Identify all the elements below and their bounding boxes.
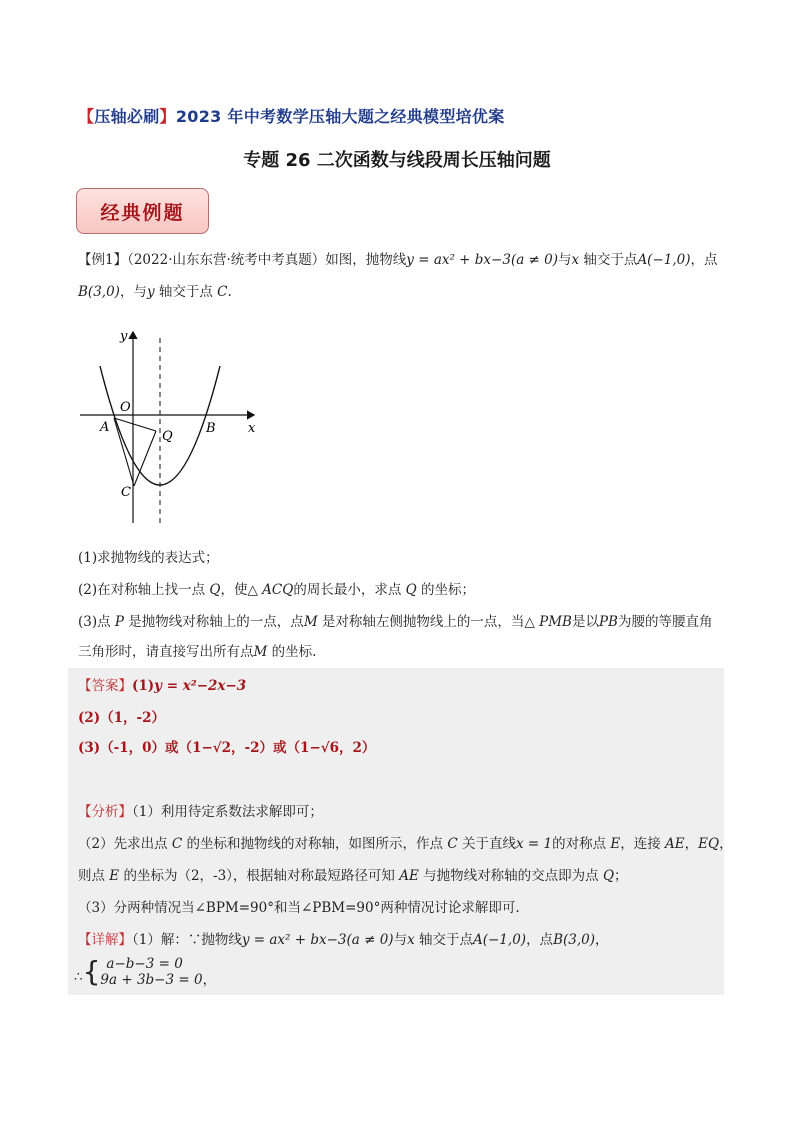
header-bracket-open: 【 <box>78 107 95 126</box>
question-var: Q <box>405 582 417 598</box>
problem-line-2 <box>78 282 232 302</box>
question-text: 是抛物线对称轴上的一点，点 <box>124 614 304 630</box>
section-badge: 经典例题 <box>76 188 209 234</box>
detail-text: ，点 <box>526 932 554 948</box>
question-var: Q <box>209 582 221 598</box>
problem-lead: 【例1】 <box>78 252 128 268</box>
analysis-1 <box>78 802 323 822</box>
label-o: O <box>120 400 131 415</box>
problem-source: （2022·山东东营·统考中考真题）如图，抛物线 <box>127 252 407 268</box>
analysis-text: （1）利用待定系数法求解即可； <box>132 804 323 820</box>
analysis-var: C <box>447 836 458 852</box>
label-a: A <box>100 420 110 435</box>
problem-point-c: C <box>217 284 228 300</box>
question-text: 的坐标. <box>267 644 317 660</box>
question-text: 是以 <box>571 614 599 630</box>
equation-system <box>74 956 216 988</box>
answer-label: 【答案】 <box>78 678 132 694</box>
detail-text: （1）解：∵抛物线 <box>132 932 242 948</box>
analysis-var: AE <box>665 836 685 852</box>
analysis-text: ， <box>719 836 733 852</box>
analysis-var: E <box>610 836 621 852</box>
question-text: 的周长最小，求点 <box>293 582 406 598</box>
analysis-text: 则点 <box>78 868 110 884</box>
answer-text: (1) <box>132 678 155 694</box>
header-tag: 压轴必刷 <box>94 107 160 126</box>
question-1: (1)求抛物线的表达式； <box>78 550 219 566</box>
series-header <box>78 104 505 127</box>
segment-aq <box>114 418 156 431</box>
label-b: B <box>206 421 216 436</box>
problem-y-var: y <box>146 284 155 300</box>
answer-2: (2)（1，-2） <box>78 710 166 726</box>
question-text: ，使 <box>220 582 248 598</box>
therefore-symbol: ∴ <box>74 969 83 985</box>
analysis-text: 的坐标和抛物线的对称轴，如图所示，作点 <box>182 836 448 852</box>
detail-point: A(−1,0) <box>472 932 527 948</box>
header-rest: 2023 年中考数学压轴大题之经典模型培优案 <box>175 107 505 126</box>
question-text: (3)点 <box>78 614 115 630</box>
analysis-var: AE <box>399 868 419 884</box>
detail-point: B(3,0) <box>553 932 595 948</box>
parabola-diagram <box>80 318 280 528</box>
system-end: ， <box>202 972 217 988</box>
question-var: M <box>303 614 318 630</box>
analysis-text: 的对称点 <box>552 836 611 852</box>
detail-label: 【详解】 <box>78 932 132 948</box>
question-3 <box>78 612 712 632</box>
analysis-text: 的坐标为（2，-3），根据轴对称最短路径可知 <box>119 868 400 884</box>
question-text: 的坐标； <box>416 582 475 598</box>
analysis-label: 【分析】 <box>78 804 132 820</box>
question-var: PB <box>598 614 618 630</box>
analysis-var: Q <box>602 868 615 884</box>
analysis-line-eq: x = 1 <box>515 836 553 852</box>
detail-1 <box>78 930 609 950</box>
problem-text: ，点 <box>690 252 718 268</box>
analysis-var: E <box>109 868 120 884</box>
analysis-text: （2）先求出点 <box>78 836 172 852</box>
answer-text: (3)（-1，0）或（ <box>78 740 193 756</box>
question-triangle: △ ACQ <box>247 582 294 598</box>
page-title: 专题 26 二次函数与线段周长压轴问题 <box>243 150 551 171</box>
analysis-text: 与抛物线对称轴的交点即为点 <box>418 868 603 884</box>
problem-x-var: x <box>571 252 580 268</box>
segment-ac <box>114 418 134 486</box>
answer-text: ，-2）或（ <box>231 740 301 756</box>
answer-1 <box>78 676 246 696</box>
problem-text: 与 <box>558 252 572 268</box>
question-2 <box>78 580 475 600</box>
question-text: 是对称轴左侧抛物线上的一点，当 <box>317 614 525 630</box>
label-y: y <box>120 329 128 344</box>
analysis-3 <box>78 866 628 886</box>
problem-point-b: B(3,0) <box>78 284 120 300</box>
problem-text: . <box>227 284 232 300</box>
detail-text: 轴交于点 <box>414 932 473 948</box>
label-c: C <box>121 485 131 500</box>
label-q: Q <box>162 429 173 444</box>
system-row-1: a−b−3 = 0 <box>106 956 183 972</box>
detail-equation: y = ax² + bx−3(a ≠ 0) <box>241 932 394 948</box>
problem-equation: y = ax² + bx−3(a ≠ 0) <box>406 252 559 268</box>
answer-radical-2: 1−√6 <box>300 740 340 756</box>
problem-text: ，与 <box>119 284 147 300</box>
problem-point-a: A(−1,0) <box>637 252 691 268</box>
analysis-2 <box>78 834 733 854</box>
analysis-var: C <box>171 836 183 852</box>
question-3-cont <box>78 642 316 662</box>
problem-line-1 <box>78 250 718 270</box>
system-rows <box>100 956 216 988</box>
header-bracket-close: 】 <box>159 107 176 126</box>
detail-var: x <box>407 932 415 948</box>
analysis-4: （3）分两种情况当∠BPM=90°和当∠PBM=90°两种情况讨论求解即可. <box>78 900 520 916</box>
question-triangle: △ PMB <box>524 614 572 630</box>
analysis-var: EQ <box>698 836 720 852</box>
answer-radical-1: 1−√2 <box>192 740 232 756</box>
analysis-text: ； <box>614 868 628 884</box>
question-text: 为腰的等腰直角 <box>617 614 713 630</box>
question-var: M <box>253 644 268 660</box>
answer-text: ，2） <box>339 740 376 756</box>
answer-3 <box>78 738 375 758</box>
system-row-2-wrap <box>100 972 216 988</box>
problem-text: 轴交于点 <box>579 252 638 268</box>
question-text: 三角形时，请直接写出所有点 <box>78 644 254 660</box>
detail-text: 与 <box>393 932 408 948</box>
analysis-text: 关于直线 <box>457 836 516 852</box>
analysis-text: ， <box>684 836 699 852</box>
detail-text: ， <box>595 932 609 948</box>
label-x: x <box>248 421 256 436</box>
system-row-2: 9a + 3b−3 = 0 <box>100 972 203 988</box>
answer-equation: y = x²−2x−3 <box>154 678 247 694</box>
analysis-text: ，连接 <box>620 836 666 852</box>
question-var: P <box>114 614 125 630</box>
question-text: (2)在对称轴上找一点 <box>78 582 210 598</box>
problem-text: 轴交于点 <box>154 284 218 300</box>
system-brace: { <box>82 955 101 988</box>
